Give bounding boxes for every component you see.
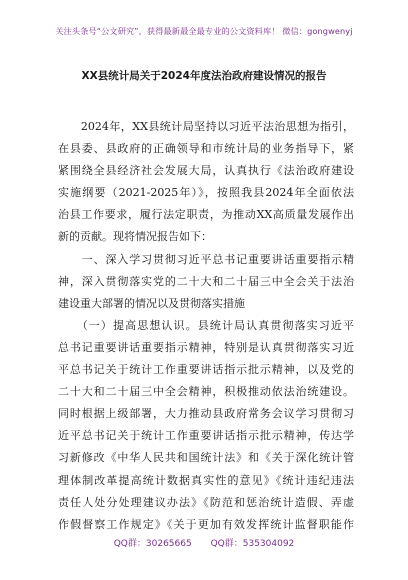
body-line: 神，深入贯彻落实党的二十大和二十届三中全会关于法治: [58, 274, 354, 288]
body-line: 治县工作要求，履行法定职责，为推动XX高质量发展作出: [58, 208, 354, 222]
body-line: 紧围绕全县经济社会发展大局，认真执行《法治政府建设: [58, 164, 354, 178]
body-line: （一）提高思想认识。县统计局认真贯彻落实习近平: [58, 318, 354, 332]
body-line: 总书记重要讲话重要指示精神，特别是认真贯彻落实习近: [58, 340, 354, 354]
body-line: 新的贡献。现将情况报告如下：: [58, 230, 212, 244]
body-line: 二十大和二十届三中全会精神，积极推动依法治统建设。: [58, 385, 354, 399]
body-line: 理体制改革提高统计数据真实性的意见》《统计违纪违法: [58, 473, 354, 487]
body-line: 在县委、县政府的正确领导和市统计局的业务指导下，紧: [58, 142, 354, 156]
body-line: 作假督察工作规定》《关于更加有效发挥统计监督职能作: [58, 517, 354, 531]
footer-qq-group-1: QQ群：30265665: [113, 539, 192, 549]
body-line: 平总书记关于统计工作重要讲话指示批示精神，以及党的: [58, 363, 354, 377]
footer-contact: [0, 536, 408, 549]
body-line: 一、深入学习贯彻习近平总书记重要讲话重要指示精: [58, 252, 354, 266]
document-title: XX县统计局关于2024年度法治政府建设情况的报告: [81, 70, 327, 82]
body-line: 实施纲要（2021-2025年）》，按照我县2024年全面依法: [58, 186, 354, 200]
document-body: [58, 116, 354, 536]
body-line: 2024年，XX县统计局坚持以习近平法治思想为指引，: [58, 120, 354, 133]
body-line: 近平总书记关于统计工作重要讲话指示批示精神，传达学: [58, 429, 354, 443]
header-banner: 关注头条号“公文研究”，获得最新最全最专业的公文资料库！ 微信：gongwenyj: [55, 26, 353, 36]
body-line: 责任人处分处理建议办法》《防范和惩治统计造假、弄虚: [58, 495, 354, 509]
body-line: 同时根据上级部署，大力推动县政府常务会议学习贯彻习: [58, 407, 354, 421]
body-line: 建设重大部署的情况以及贯彻落实措施: [58, 296, 245, 310]
body-line: 习新修改《中华人民共和国统计法》和《关于深化统计管: [58, 451, 354, 465]
footer-qq-group-2: QQ群：535304092: [210, 539, 295, 549]
